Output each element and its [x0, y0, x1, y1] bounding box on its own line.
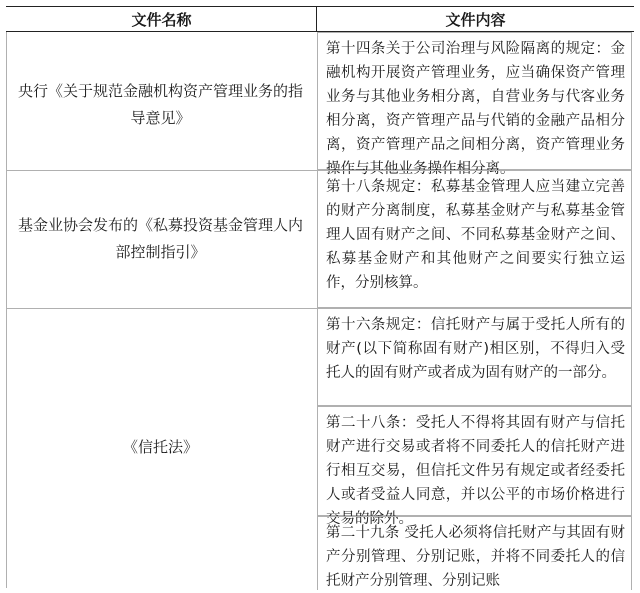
row-3-content-1: 第十六条规定：信托财产与属于受托人所有的财产(以下简称固有财产)相区别，不得归入受托人的固有财产或者成为固有财产的一部分。: [317, 308, 632, 406]
header-file-name: 文件名称: [131, 11, 192, 29]
header-divider: [316, 6, 317, 32]
row-3-content-3: 第二十九条 受托人必须将信托财产与其固有财产分别管理、分别记账，并将不同委托人的信托财产分别管理、分别记账: [317, 516, 632, 590]
table-header: [6, 6, 634, 32]
row-2-file-name: 基金业协会发布的《私募投资基金管理人内部控制指引》: [18, 216, 304, 261]
row-2-content: 第十八条规定：私募基金管理人应当建立完善的财产分离制度，私募基金财产与私募基金管理人固有财产之间、不同私募基金财产之间、私募基金财产和其他财产之间要实行独立运作，分别核算。: [317, 170, 632, 308]
row-3-file-name: 《信托法》: [122, 438, 198, 456]
row-1-file-name: 央行《关于规范金融机构资产管理业务的指导意见》: [18, 82, 304, 127]
row-2-separator: [6, 308, 317, 309]
row-3-content-2: 第二十八条：受托人不得将其固有财产与信托财产进行交易或者将不同委托人的信托财产进行相互交易，但信托文件另有规定或者经委托人或者受益人同意，并以公平的市场价格进行交易的除外。: [317, 406, 632, 516]
row-1-content: 第十四条关于公司治理与风险隔离的规定：金融机构开展资产管理业务，应当确保资产管理业务与其他业务相分离，自营业务与代客业务相分离，资产管理产品与代销的金融产品相分离，资产管理产品之间相分离，资产管理业务操作与其他业务操作相分离。: [317, 32, 632, 170]
header-file-content: 文件内容: [445, 11, 506, 29]
row-1-separator: [6, 170, 317, 171]
